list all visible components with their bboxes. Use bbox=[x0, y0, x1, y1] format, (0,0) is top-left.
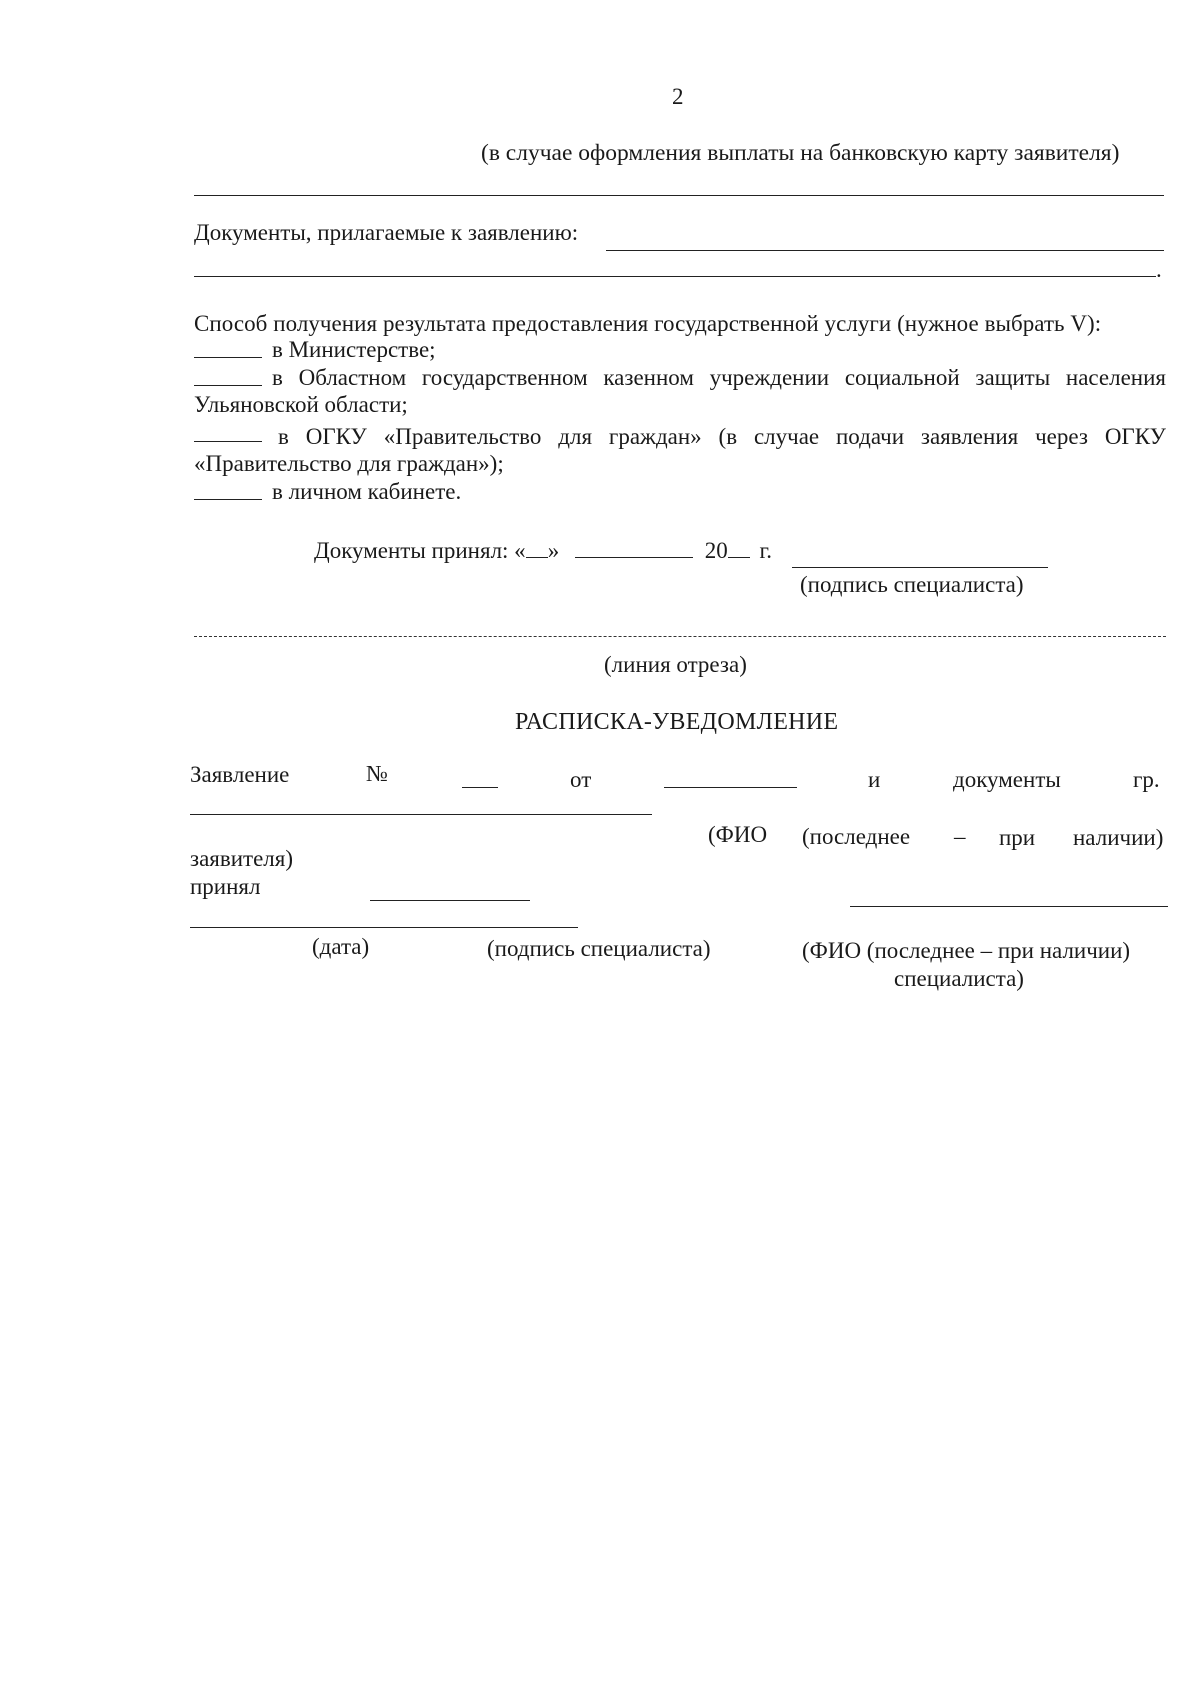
cut-line bbox=[194, 636, 1166, 637]
bank-card-line bbox=[194, 195, 1164, 196]
receipt-i: и bbox=[868, 767, 881, 792]
accepted-label: принял bbox=[190, 874, 261, 899]
caption-date: (дата) bbox=[312, 934, 370, 959]
cut-line-caption: (линия отреза) bbox=[604, 652, 747, 677]
caption-signature: (подпись специалиста) bbox=[487, 936, 711, 961]
option-cabinet: в личном кабинете. bbox=[272, 479, 462, 504]
month-blank[interactable] bbox=[575, 537, 693, 558]
documents-label: Документы, прилагаемые к заявлению: bbox=[194, 220, 579, 245]
method-heading: Способ получения результата предоставления государственной услуги (нужное выбрать V): bbox=[194, 311, 1102, 336]
fio-poslednee: (последнее bbox=[802, 824, 911, 849]
option-ogku-line2: Ульяновской области; bbox=[194, 392, 408, 417]
receipt-title: РАСПИСКА-УВЕДОМЛЕНИЕ bbox=[515, 709, 839, 735]
option-ogku-line1: в Областном государственном казенном учреждении социальной защиты населения bbox=[272, 365, 1166, 390]
receipt-applicant-blank[interactable] bbox=[190, 814, 652, 815]
fio-dash: – bbox=[954, 824, 966, 849]
receipt-gr: гр. bbox=[1133, 767, 1160, 792]
acceptance-line: Документы принял: « » 20 г. bbox=[314, 538, 773, 563]
receipt-date-line[interactable] bbox=[190, 927, 578, 928]
page-number: 2 bbox=[672, 84, 684, 109]
receipt-zayavlenie: Заявление bbox=[190, 762, 290, 787]
specialist-fio-blank[interactable] bbox=[850, 906, 1168, 907]
bank-card-note: (в случае оформления выплаты на банковскую карту заявителя) bbox=[481, 140, 1120, 166]
applicant-close: заявителя) bbox=[190, 846, 294, 871]
checkbox-blank-ogku[interactable] bbox=[194, 385, 262, 386]
day-blank[interactable] bbox=[526, 537, 548, 558]
documents-line-2 bbox=[194, 276, 1156, 277]
specialist-signature-blank[interactable] bbox=[370, 900, 530, 901]
receipt-ot: от bbox=[570, 767, 592, 792]
checkbox-blank-ministry[interactable] bbox=[194, 357, 262, 358]
option-gov-line2: «Правительство для граждан»); bbox=[194, 451, 504, 476]
receipt-dokumenty: документы bbox=[953, 767, 1061, 792]
caption-fio-line2: специалиста) bbox=[894, 966, 1024, 991]
option-gov-line1: в ОГКУ «Правительство для граждан» (в случае подачи заявления через ОГКУ bbox=[278, 424, 1166, 449]
documents-period: . bbox=[1156, 257, 1162, 282]
acceptance-signature-caption: (подпись специалиста) bbox=[800, 572, 1024, 597]
receipt-number-blank[interactable] bbox=[462, 787, 498, 788]
year-blank[interactable] bbox=[728, 537, 750, 558]
receipt-number-sign: № bbox=[366, 761, 388, 786]
checkbox-blank-cabinet[interactable] bbox=[194, 499, 262, 500]
documents-line-1 bbox=[606, 250, 1164, 251]
fio-nalichii: наличии) bbox=[1073, 825, 1164, 850]
fio-pri: при bbox=[999, 825, 1036, 850]
checkbox-blank-gov[interactable] bbox=[194, 441, 262, 442]
option-ministry: в Министерстве; bbox=[272, 337, 436, 362]
acceptance-signature-line[interactable] bbox=[792, 567, 1048, 568]
fio-open: (ФИО bbox=[708, 822, 768, 847]
caption-fio-line1: (ФИО (последнее – при наличии) bbox=[802, 938, 1131, 963]
receipt-date-blank[interactable] bbox=[664, 787, 797, 788]
